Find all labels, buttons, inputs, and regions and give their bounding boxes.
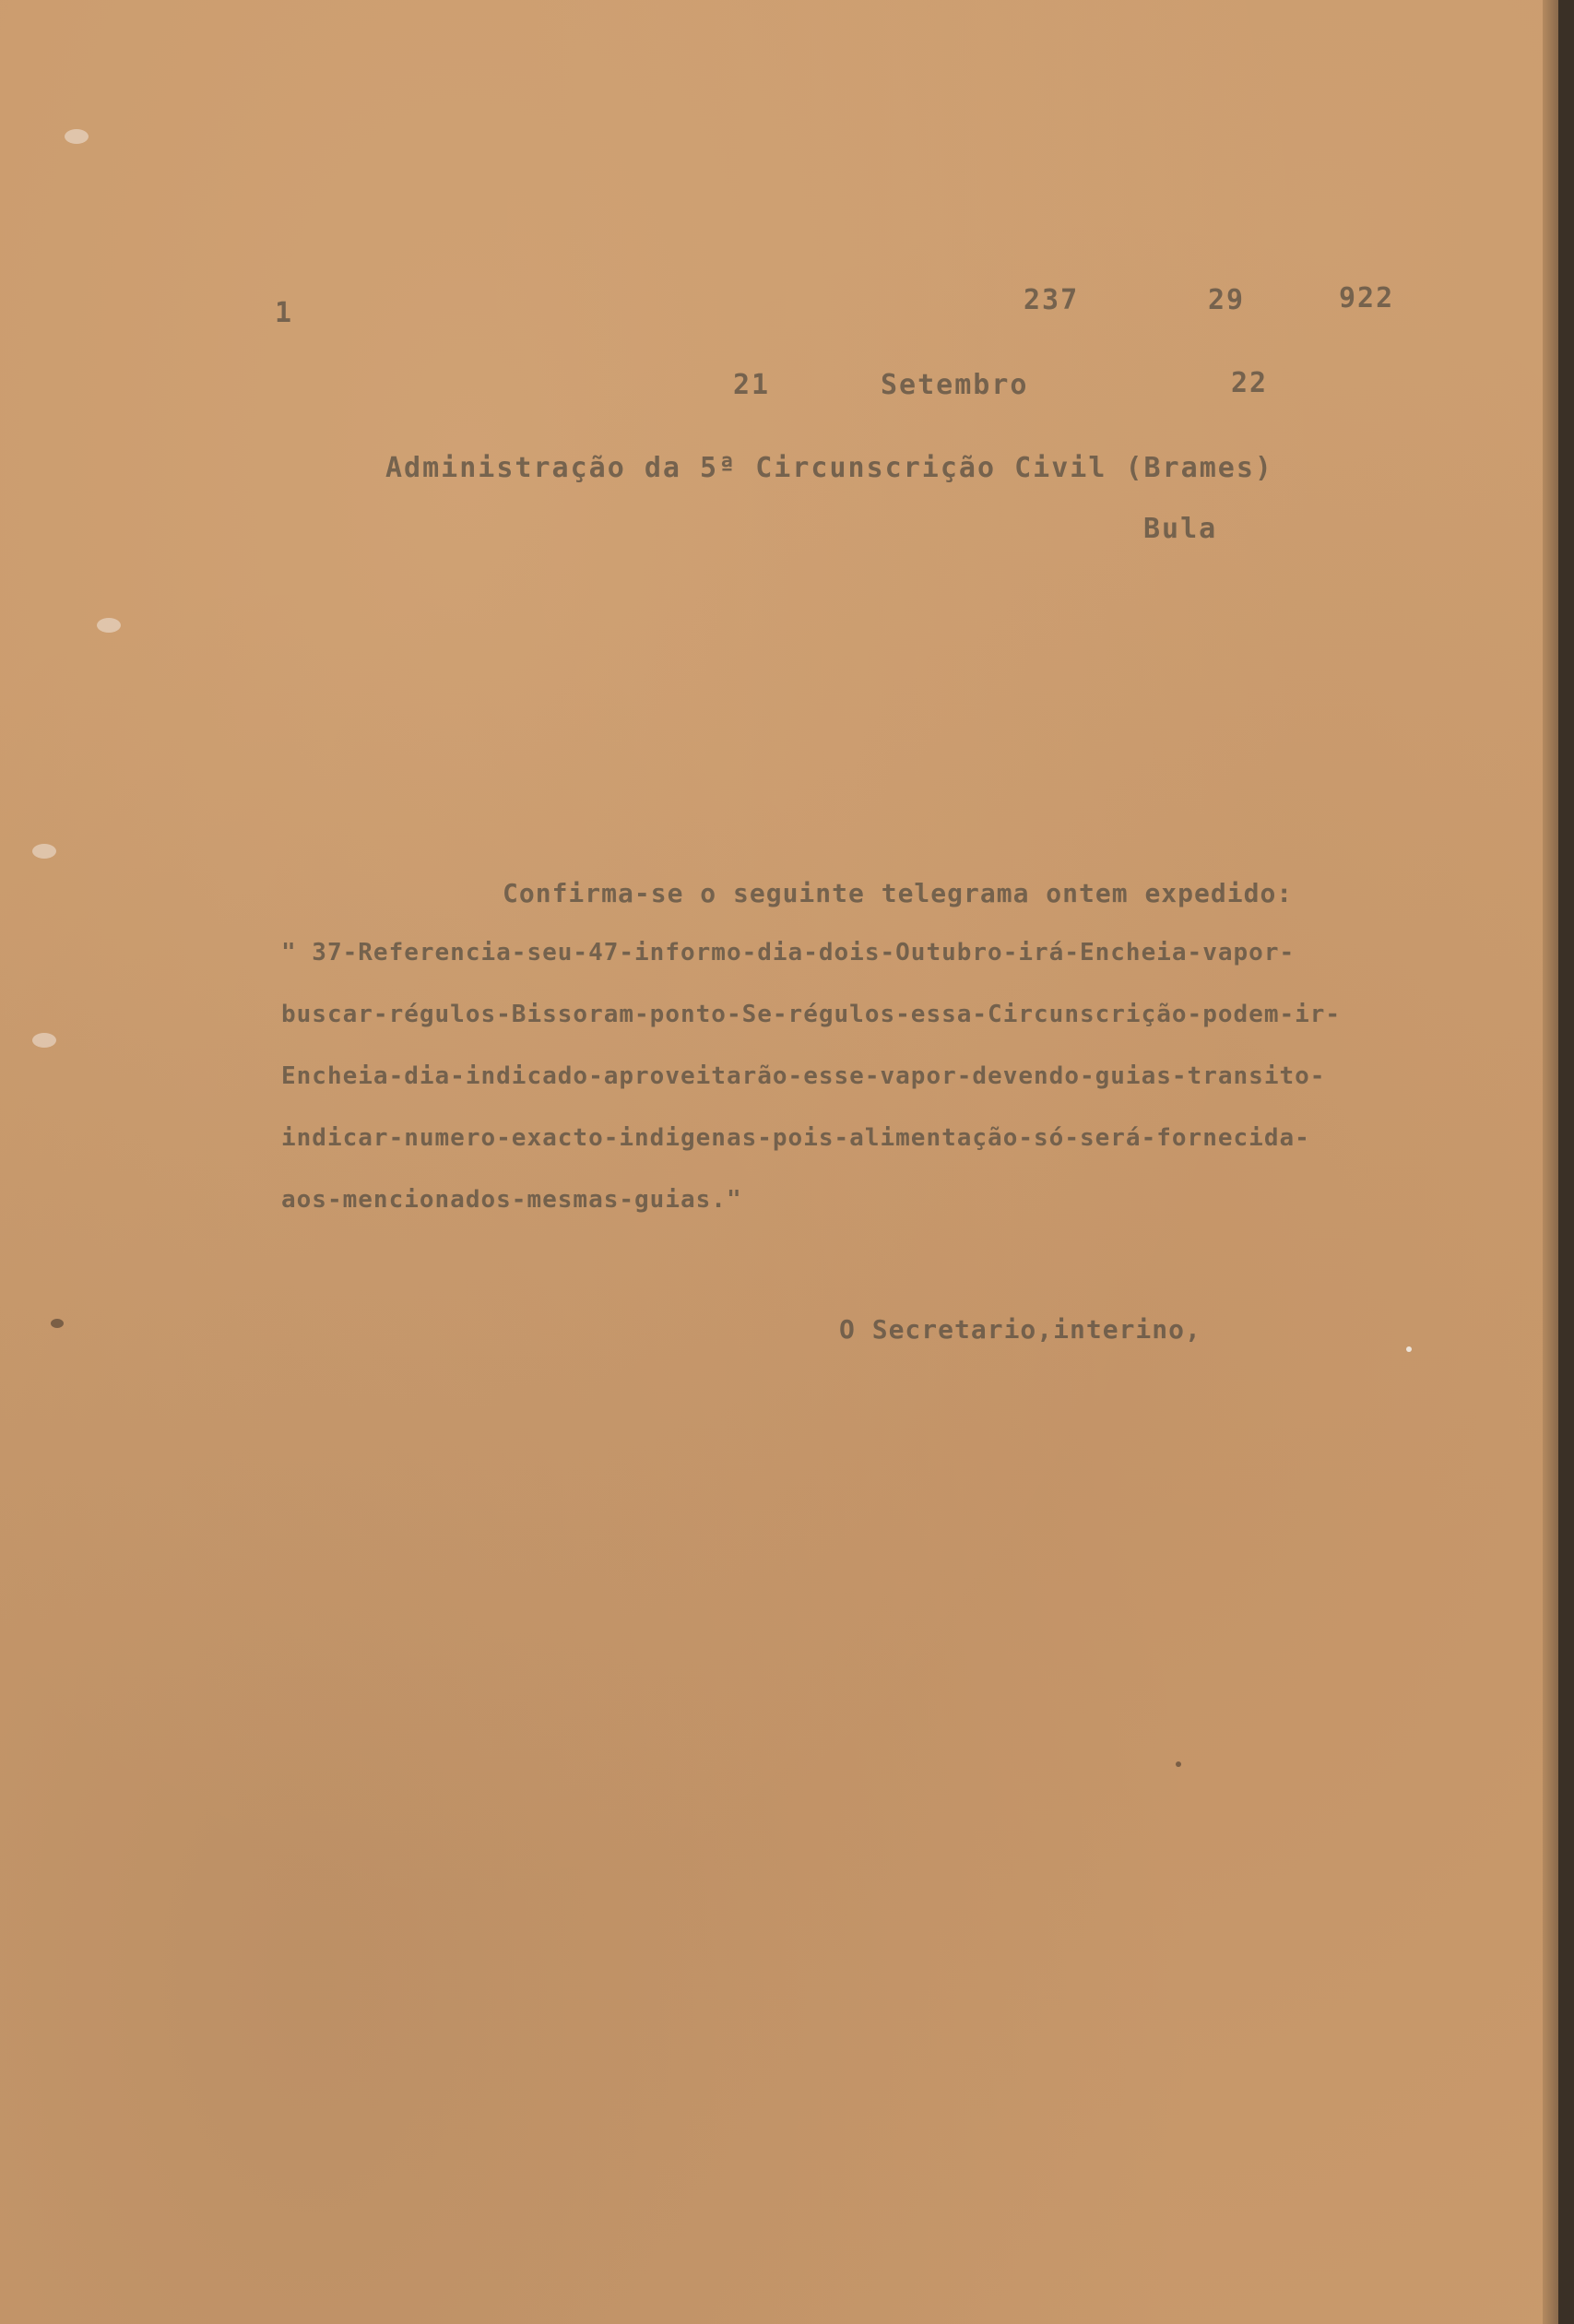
addressee-line: Administração da 5ª Circunscrição Civil (Brames) bbox=[385, 452, 1273, 484]
telegram-line-5: aos-mencionados-mesmas-guias." bbox=[281, 1186, 742, 1214]
date-month: Setembro bbox=[881, 369, 1029, 401]
date-year: 22 bbox=[1231, 367, 1269, 399]
telegram-line-3: Encheia-dia-indicado-aproveitarão-esse-vapor-devendo-guias-transito- bbox=[281, 1062, 1326, 1090]
page-edge bbox=[1543, 0, 1558, 2324]
telegram-line-1: " 37-Referencia-seu-47-informo-dia-dois-Outubro-irá-Encheia-vapor- bbox=[281, 939, 1296, 966]
paper-speck bbox=[1406, 1346, 1412, 1352]
addressee-place: Bula bbox=[1143, 513, 1218, 545]
binding-hole bbox=[65, 129, 89, 144]
signature-line: O Secretario,interino, bbox=[839, 1314, 1201, 1345]
sheet-number: 1 bbox=[275, 297, 294, 329]
date-day: 21 bbox=[733, 369, 771, 401]
binding-hole bbox=[97, 618, 121, 633]
reference-number-a: 237 bbox=[1024, 284, 1080, 316]
telegram-intro: Confirma-se o seguinte telegrama ontem expedido: bbox=[503, 878, 1294, 908]
ink-speck bbox=[1176, 1761, 1181, 1767]
reference-number-c: 922 bbox=[1339, 282, 1395, 314]
ink-speck bbox=[51, 1319, 64, 1328]
binding-hole bbox=[32, 844, 56, 859]
telegram-line-2: buscar-régulos-Bissoram-ponto-Se-régulos-essa-Circunscrição-podem-ir- bbox=[281, 1001, 1342, 1028]
reference-number-b: 29 bbox=[1208, 284, 1246, 316]
telegram-line-4: indicar-numero-exacto-indigenas-pois-alimentação-só-será-fornecida- bbox=[281, 1124, 1310, 1152]
binding-hole bbox=[32, 1033, 56, 1048]
